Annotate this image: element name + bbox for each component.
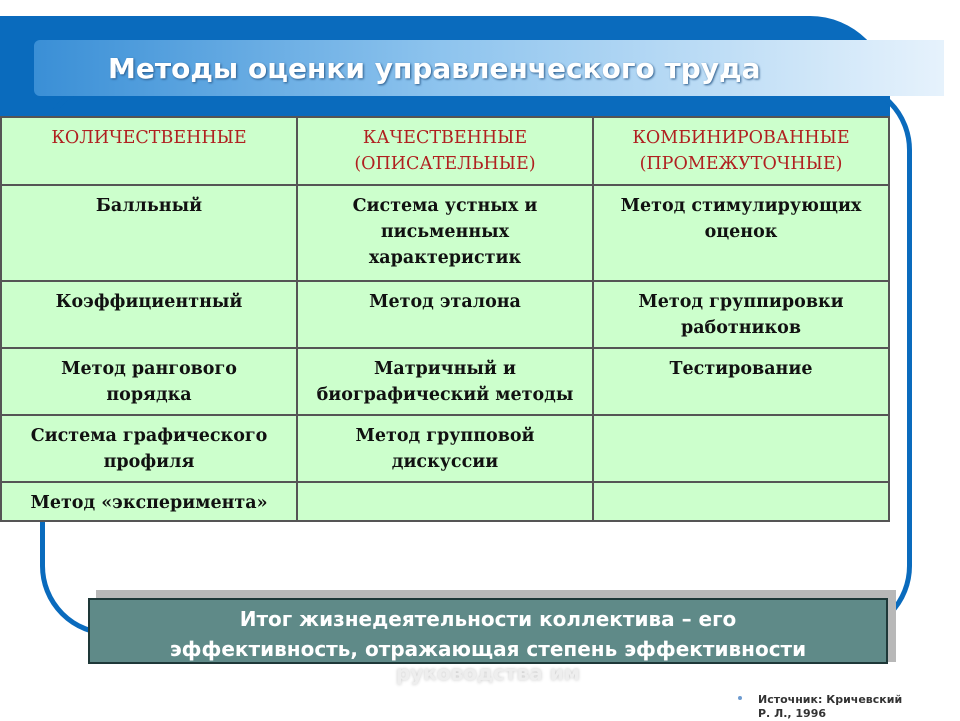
cell-text: Коэффициентный [55,292,243,312]
table-cell-empty [593,482,889,521]
source-line: Р. Л., 1996 [758,707,827,720]
header-cell-combined [593,117,889,185]
table-row [1,482,889,521]
table-cell [297,185,593,281]
table-cell-empty [297,482,593,521]
cell-text: Метод эталона [369,292,521,312]
summary-line: эффективность, отражающая степень эффективности [169,637,807,661]
cell-text: оценок [704,222,778,242]
table-cell-empty [593,415,889,482]
cell-text: профиля [103,452,195,472]
header-cell-qualitative [297,117,593,185]
table-cell [593,281,889,348]
table-row [1,185,889,281]
cell-text: биографический методы [316,385,574,405]
cell-text: Тестирование [669,359,813,379]
summary-overflow-line: руководства им [395,661,581,685]
header-text: КОМБИНИРОВАННЫЕ [632,128,850,148]
table-cell [297,415,593,482]
summary-box [88,598,888,664]
table-cell [593,185,889,281]
table-cell [593,348,889,415]
header-text: КОЛИЧЕСТВЕННЫЕ [51,128,247,148]
table-cell [1,415,297,482]
cell-text: Метод группировки [638,292,844,312]
header-text: (ОПИСАТЕЛЬНЫЕ) [354,154,536,174]
header-text: КАЧЕСТВЕННЫЕ [362,128,528,148]
slide-title: Методы оценки управленческого труда [108,52,761,85]
summary-line: Итог жизнедеятельности коллектива – его [239,607,737,631]
cell-text: порядка [106,385,192,405]
table-cell [1,185,297,281]
cell-text: Метод групповой [355,426,535,446]
cell-text: работников [680,318,802,338]
source-line: Источник: Кричевский [758,693,903,706]
cell-text: Метод «эксперимента» [30,493,268,513]
cell-text: характеристик [368,248,522,268]
cell-text: Метод рангового [61,359,237,379]
table-cell [297,281,593,348]
cell-text: дискуссии [391,452,499,472]
table-cell [1,281,297,348]
table-cell [1,482,297,521]
cell-text: Метод стимулирующих [620,196,862,216]
cell-text: Система графического [30,426,268,446]
cell-text: Балльный [95,196,203,216]
table-row [1,415,889,482]
header-cell-quantitative [1,117,297,185]
table-row [1,281,889,348]
cell-text: Матричный и [374,359,516,379]
table-cell [1,348,297,415]
source-bullet-icon [738,696,742,700]
header-text: (ПРОМЕЖУТОЧНЫЕ) [639,154,843,174]
cell-text: письменных [380,222,510,242]
methods-table [0,116,890,522]
table-cell [297,348,593,415]
table-header-row [1,117,889,185]
source-note [758,693,948,721]
cell-text: Система устных и [352,196,538,216]
table-row [1,348,889,415]
